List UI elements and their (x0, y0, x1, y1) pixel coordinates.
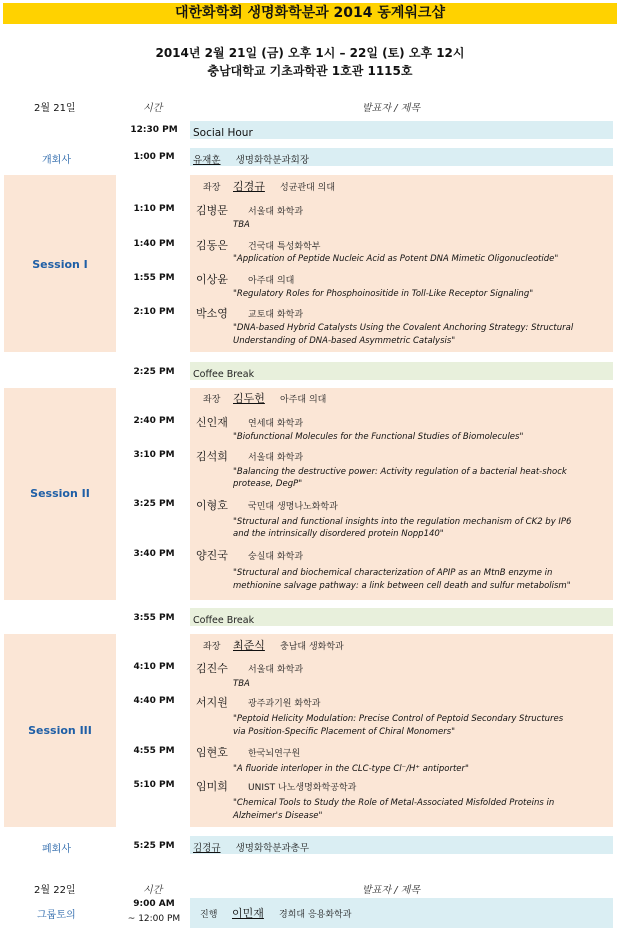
opening-aff: 생명화학분과회장 (235, 155, 310, 166)
s3-talk1-aff: 서울대 화학과 (248, 665, 304, 675)
s3-talk3-time: 4:55 PM (133, 746, 175, 756)
s2-talk2-time: 3:10 PM (133, 450, 175, 460)
session1-chair-label: 좌장 (203, 183, 221, 193)
date-line: 2014년 2월 21일 (금) 오후 1시 – 22일 (토) 오후 12시 (155, 46, 465, 60)
s2-talk2-name: 김석희 (196, 450, 228, 463)
s2-talk4-aff: 숭실대 화학과 (248, 552, 304, 562)
opening-time: 1:00 PM (133, 152, 175, 162)
session2-chair: 김두헌 (233, 392, 265, 405)
session3-chair: 최준식 (233, 639, 265, 652)
group-role: 진행 (200, 910, 218, 920)
session2-chair-aff: 아주대 의대 (280, 395, 327, 405)
day1-time-header: 시간 (143, 103, 163, 114)
s2-talk3-name: 이형호 (196, 499, 228, 512)
s1-talk4-time: 2:10 PM (133, 307, 175, 317)
closing-label: 폐회사 (42, 844, 71, 855)
s2-talk2-title-line2: protease, DegP" (233, 479, 303, 489)
social-time: 12:30 PM (130, 125, 178, 135)
s3-talk3-name: 임현호 (196, 746, 228, 759)
s1-talk1-aff: 서울대 화학과 (248, 207, 304, 217)
break2-label: Coffee Break (193, 615, 255, 626)
session3-label: Session III (28, 724, 92, 737)
s3-talk4-title-line2: Alzheimer's Disease" (233, 811, 323, 821)
s1-talk4-name: 박소영 (196, 307, 228, 320)
group-time-start: 9:00 AM (133, 899, 175, 909)
s3-talk4-name: 임미희 (196, 780, 228, 793)
s1-talk1-title: TBA (233, 220, 250, 230)
s2-talk4-time: 3:40 PM (133, 549, 175, 559)
s1-talk2-name: 김동은 (196, 239, 228, 252)
s1-talk3-time: 1:55 PM (133, 273, 175, 283)
venue: 충남대학교 기초과학관 1호관 1115호 (207, 64, 413, 78)
page-title: 대한화학회 생명화학분과 2014 동계워크샵 (3, 3, 617, 24)
closing-name: 김경규 (193, 843, 221, 854)
s3-talk2-aff: 광주과기원 화학과 (248, 699, 321, 709)
s3-talk4-aff: UNIST 나노생명화학공학과 (248, 783, 357, 793)
s1-talk1-time: 1:10 PM (133, 204, 175, 214)
break2-time: 3:55 PM (133, 613, 175, 623)
day1-date: 2월 21일 (34, 103, 76, 114)
s3-talk2-title-line2: via Position-Specific Placement of Chiral Monomers" (233, 727, 456, 737)
day1-presenter-header: 발표자 / 제목 (362, 103, 421, 114)
break1-time: 2:25 PM (133, 367, 175, 377)
session1-chair: 김경규 (233, 180, 265, 193)
s2-talk2-title-line1: "Balancing the destructive power: Activity regulation of a bacterial heat-shock (233, 467, 567, 477)
s2-talk1-name: 신인재 (196, 416, 228, 429)
s3-talk2-title-line1: "Peptoid Helicity Modulation: Precise Control of Peptoid Secondary Structures (233, 714, 564, 724)
social-hour-bar (190, 121, 613, 139)
session1-chair-aff: 성균관대 의대 (280, 183, 336, 193)
s2-talk4-title-line1: "Structural and biochemical characterization of APIP as an MtnB enzyme in (233, 568, 553, 578)
s3-talk4-title-line1: "Chemical Tools to Study the Role of Metal-Associated Misfolded Proteins in (233, 798, 555, 808)
day2-time-header: 시간 (143, 885, 163, 896)
s1-talk4-title-line2: Understanding of DNA-based Asymmetric Catalysis" (233, 336, 456, 346)
session2-label: Session II (30, 487, 90, 500)
s3-talk3-aff: 한국뇌연구원 (248, 749, 301, 759)
s2-talk2-aff: 서울대 화학과 (248, 453, 304, 463)
s3-talk4-time: 5:10 PM (133, 780, 175, 790)
closing-bar (190, 836, 613, 854)
s3-talk2-time: 4:40 PM (133, 696, 175, 706)
s1-talk3-name: 이상윤 (196, 273, 228, 286)
session2-chair-label: 좌장 (203, 395, 221, 405)
s3-talk1-time: 4:10 PM (133, 662, 175, 672)
group-name: 이민재 (232, 907, 264, 920)
s3-talk3-title: "A fluoride interloper in the CLC-type Cl⁻/H⁺ antiporter" (233, 764, 469, 774)
opening-label: 개회사 (42, 155, 71, 166)
s2-talk4-title-line2: methionine salvage pathway: a link between cell death and sulfur metabolism" (233, 581, 571, 591)
s1-talk4-aff: 교토대 화학과 (248, 310, 304, 320)
opening-name: 유재훈 (193, 155, 221, 166)
s1-talk2-time: 1:40 PM (133, 239, 175, 249)
s1-talk3-title: "Regulatory Roles for Phosphoinositide in Toll-Like Receptor Signaling" (233, 289, 534, 299)
session1-label: Session I (32, 258, 88, 271)
social-label: Social Hour (193, 127, 253, 139)
s2-talk3-aff: 국민대 생명나노화학과 (248, 502, 338, 512)
s2-talk1-title: "Biofunctional Molecules for the Functional Studies of Biomolecules" (233, 432, 524, 442)
session3-chair-label: 좌장 (203, 642, 221, 652)
s3-talk1-name: 김진수 (196, 662, 228, 675)
break1-bar (190, 362, 613, 380)
session3-chair-aff: 충남대 생화학과 (280, 642, 344, 652)
group-aff: 경희대 응용화학과 (279, 910, 352, 920)
s1-talk1-name: 김병문 (196, 204, 228, 217)
s1-talk4-title-line1: "DNA-based Hybrid Catalysts Using the Covalent Anchoring Strategy: Structural (233, 323, 574, 333)
s2-talk3-time: 3:25 PM (133, 499, 175, 509)
closing-aff: 생명화학분과총무 (235, 843, 310, 854)
group-label: 그룹토의 (37, 910, 76, 921)
s2-talk3-title-line2: and the intrinsically disordered protein Nopp140" (233, 529, 444, 539)
s3-talk2-name: 서지원 (196, 696, 228, 709)
break1-label: Coffee Break (193, 369, 255, 380)
opening-bar (190, 148, 613, 166)
break2-bar (190, 608, 613, 626)
s3-talk1-title: TBA (233, 679, 250, 689)
closing-time: 5:25 PM (133, 841, 175, 851)
group-time-end: ~ 12:00 PM (127, 914, 181, 924)
s1-talk2-aff: 건국대 특성화학부 (248, 242, 321, 252)
day2-date: 2월 22일 (34, 885, 76, 896)
s2-talk3-title-line1: "Structural and functional insights into the regulation mechanism of CK2 by IP6 (233, 517, 572, 527)
day2-presenter-header: 발표자 / 제목 (362, 885, 421, 896)
s1-talk2-title: "Application of Peptide Nucleic Acid as Potent DNA Mimetic Oligonucleotide" (233, 254, 559, 264)
s2-talk1-time: 2:40 PM (133, 416, 175, 426)
s2-talk4-name: 양진국 (196, 549, 228, 562)
s1-talk3-aff: 아주대 의대 (248, 276, 295, 286)
s2-talk1-aff: 연세대 화학과 (248, 419, 304, 429)
